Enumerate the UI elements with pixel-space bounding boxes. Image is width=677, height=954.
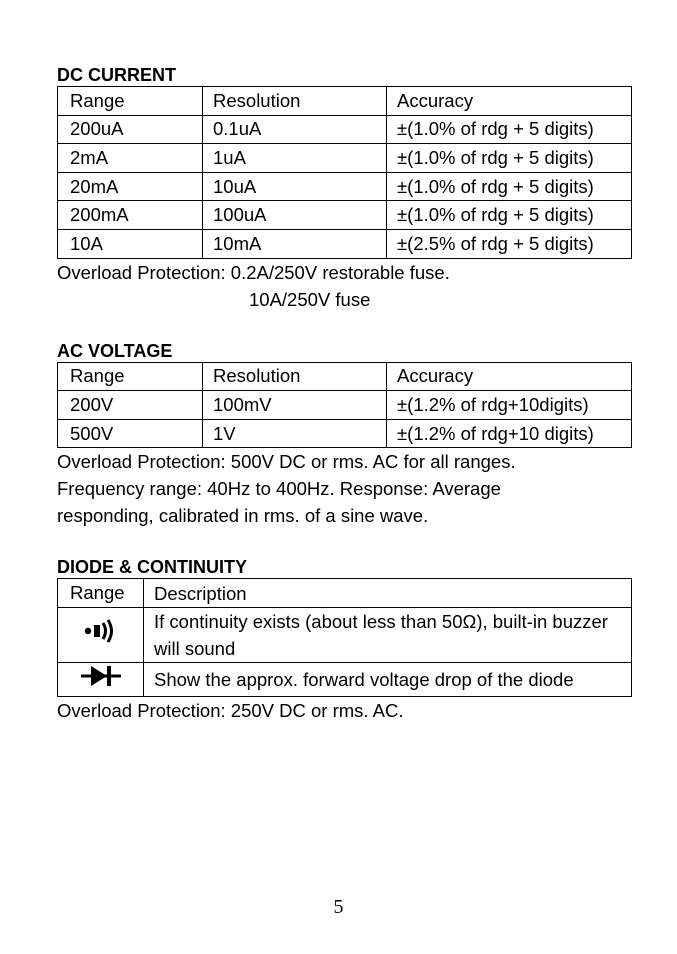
table-row <box>58 172 632 201</box>
continuity-description: If continuity exists (about less than 50Ω), built-in buzzer will sound <box>144 607 632 662</box>
cell-accuracy: ±(1.0% of rdg + 5 digits) <box>387 172 632 201</box>
diode-symbol-icon <box>79 663 123 689</box>
cell-range: 200V <box>58 391 203 420</box>
cell-accuracy: ±(1.0% of rdg + 5 digits) <box>387 201 632 230</box>
table-header-row <box>58 362 632 391</box>
cell-resolution: 100uA <box>203 201 387 230</box>
cell-resolution: 100mV <box>203 391 387 420</box>
cell-resolution: 0.1uA <box>203 115 387 144</box>
cell-resolution: 1uA <box>203 144 387 173</box>
cell-accuracy: ±(2.5% of rdg + 5 digits) <box>387 229 632 258</box>
table-row <box>58 229 632 258</box>
header-accuracy: Accuracy <box>387 87 632 116</box>
ac-overload-note: Overload Protection: 500V DC or rms. AC for all ranges. <box>57 451 516 473</box>
dc-current-heading: DC CURRENT <box>57 65 176 85</box>
cell-accuracy: ±(1.0% of rdg + 5 digits) <box>387 115 632 144</box>
table-row <box>58 201 632 230</box>
header-range: Range <box>58 579 144 608</box>
ac-voltage-table <box>57 362 632 449</box>
cell-accuracy: ±(1.2% of rdg+10digits) <box>387 391 632 420</box>
header-accuracy: Accuracy <box>387 362 632 391</box>
diode-overload-note: Overload Protection: 250V DC or rms. AC. <box>57 699 404 721</box>
spec-page <box>57 64 631 724</box>
page-number: 5 <box>333 896 344 918</box>
header-resolution: Resolution <box>203 87 387 116</box>
cell-range: 10A <box>58 229 203 258</box>
dc-fuse-note: 10A/250V fuse <box>249 288 371 310</box>
dc-overload-note: Overload Protection: 0.2A/250V restorable fuse. <box>57 261 450 283</box>
ac-voltage-heading: AC VOLTAGE <box>57 340 173 361</box>
header-range: Range <box>58 362 203 391</box>
ac-response-note: responding, calibrated in rms. of a sine wave. <box>57 505 429 527</box>
cell-range: 200mA <box>58 201 203 230</box>
table-row <box>58 144 632 173</box>
table-header-row <box>58 579 632 608</box>
continuity-symbol-cell <box>58 607 144 662</box>
cell-range: 2mA <box>58 144 203 173</box>
cell-range: 200uA <box>58 115 203 144</box>
table-row <box>58 662 632 696</box>
cell-accuracy: ±(1.2% of rdg+10 digits) <box>387 419 632 448</box>
header-description: Description <box>144 579 632 608</box>
header-resolution: Resolution <box>203 362 387 391</box>
cell-range: 500V <box>58 419 203 448</box>
cell-resolution: 10uA <box>203 172 387 201</box>
diode-description: Show the approx. forward voltage drop of the diode <box>144 662 632 696</box>
continuity-buzzer-icon <box>81 614 121 648</box>
cell-resolution: 10mA <box>203 229 387 258</box>
table-header-row <box>58 87 632 116</box>
cell-resolution: 1V <box>203 419 387 448</box>
diode-heading: DIODE & CONTINUITY <box>57 557 248 578</box>
table-row <box>58 391 632 420</box>
diode-symbol-cell <box>58 662 144 696</box>
dc-current-table <box>57 86 632 259</box>
cell-range: 20mA <box>58 172 203 201</box>
table-row <box>58 607 632 662</box>
ac-frequency-note: Frequency range: 40Hz to 400Hz. Response: Average <box>57 478 501 500</box>
table-row <box>58 115 632 144</box>
cell-accuracy: ±(1.0% of rdg + 5 digits) <box>387 144 632 173</box>
header-range: Range <box>58 87 203 116</box>
diode-table <box>57 578 632 697</box>
table-row <box>58 419 632 448</box>
